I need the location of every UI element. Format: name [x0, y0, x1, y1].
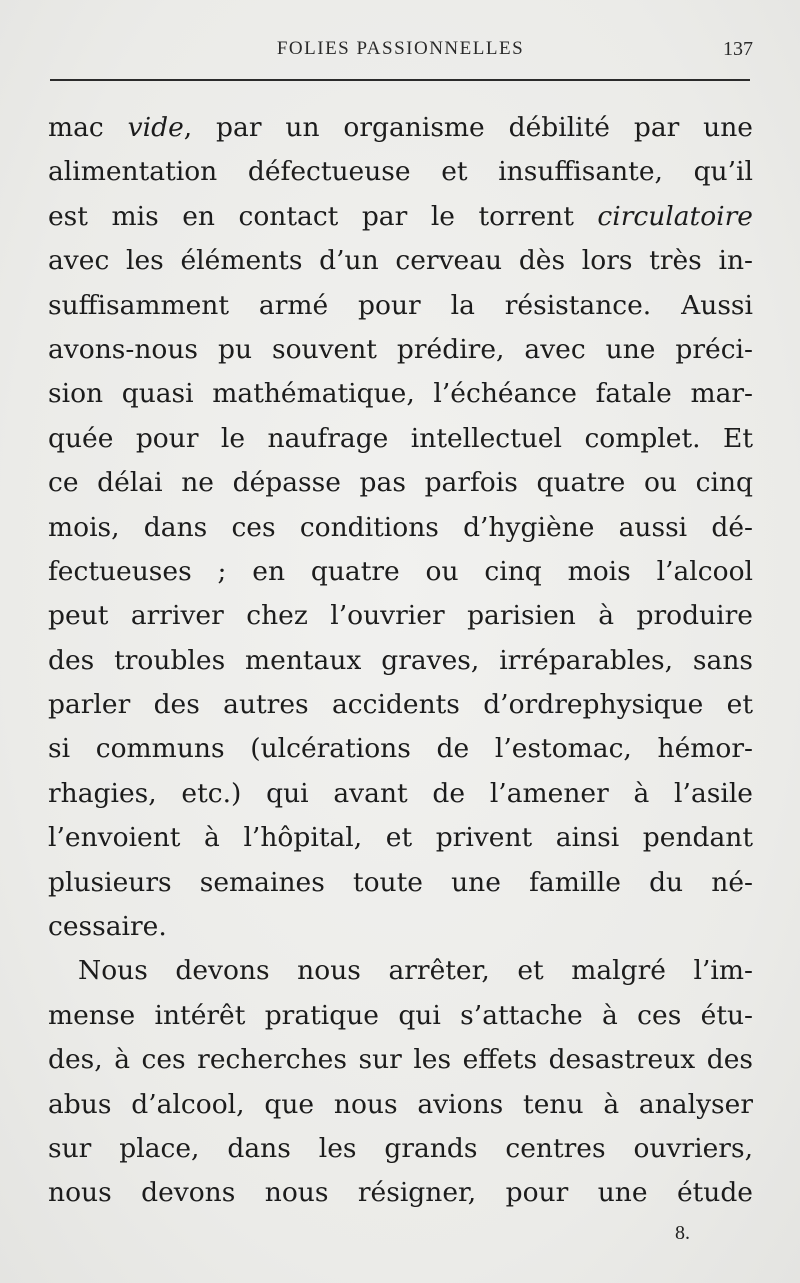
- text-line: [48, 461, 753, 505]
- text-line-content: mense intérêt pratique qui s’attache à ces étu-: [48, 999, 753, 1031]
- text-line-content: fectueuses ; en quatre ou cinq mois l’alcool: [48, 555, 753, 587]
- text-line: [48, 372, 753, 416]
- text-line-content: avons-nous pu souvent prédire, avec une préci-: [48, 333, 753, 365]
- text-line: [48, 1171, 753, 1215]
- page-number: 137: [723, 38, 753, 60]
- text-line-content: plusieurs semaines toute une famille du né-: [48, 866, 753, 898]
- italic-word: circulatoire: [597, 200, 753, 232]
- text-line: [48, 949, 753, 993]
- text-line: [48, 506, 753, 550]
- text-line: [48, 994, 753, 1038]
- text-line-content: cessaire.: [48, 911, 167, 943]
- signature-mark: 8.: [675, 1222, 690, 1244]
- running-head: [48, 38, 753, 68]
- text-line-content: quée pour le naufrage intellectuel complet. Et: [48, 422, 753, 454]
- text-line: [48, 239, 753, 283]
- text-line: [48, 328, 753, 372]
- text-line-content: est mis en contact par le torrent: [48, 200, 598, 232]
- text-line-content: rhagies, etc.) qui avant de l’amener à l’asile: [48, 777, 753, 809]
- text-line-content: nous devons nous résigner, pour une étude: [48, 1177, 753, 1209]
- text-line-content: sur place, dans les grands centres ouvriers,: [48, 1132, 753, 1164]
- running-title: FOLIES PASSIONNELLES: [276, 38, 525, 59]
- text-line: [48, 727, 753, 771]
- text-line: [48, 284, 753, 328]
- text-line: [48, 683, 753, 727]
- text-line-content: mac: [48, 112, 128, 143]
- text-line-content: si communs (ulcérations de l’estomac, hémor-: [48, 733, 753, 765]
- text-line-content: suffisamment armé pour la résistance. Aussi: [48, 289, 753, 321]
- text-line: [48, 905, 753, 949]
- text-line-content: des, à ces recherches sur les effets desastreux des: [48, 1044, 753, 1076]
- text-line-content: sion quasi mathématique, l’échéance fatale mar-: [48, 378, 753, 410]
- text-line-content: Nous devons nous arrêter, et malgré l’im-: [78, 955, 753, 987]
- text-line-content: avec les éléments d’un cerveau dès lors très in-: [48, 245, 753, 277]
- text-line: [48, 1038, 753, 1082]
- text-line-content: l’envoient à l’hôpital, et privent ainsi pendant: [48, 822, 753, 854]
- text-line: [48, 417, 753, 461]
- text-line-content: , par un organisme débilité par une: [183, 112, 753, 143]
- text-line-content: des troubles mentaux graves, irréparables, sans: [48, 644, 753, 676]
- text-line-content: abus d’alcool, que nous avions tenu à analyser: [48, 1088, 753, 1120]
- text-line: [48, 106, 753, 150]
- text-line: [48, 1083, 753, 1127]
- header-rule: [50, 79, 750, 81]
- text-line: [48, 195, 753, 239]
- italic-word: vide: [127, 112, 184, 143]
- text-line-content: alimentation défectueuse et insuffisante, qu’il: [48, 156, 753, 188]
- text-line-content: parler des autres accidents d’ordrephysique et: [48, 689, 753, 721]
- text-line: [48, 150, 753, 194]
- text-line: [48, 550, 753, 594]
- text-line: [48, 639, 753, 683]
- text-line: [48, 861, 753, 905]
- text-line: [48, 1127, 753, 1171]
- text-line-content: peut arriver chez l’ouvrier parisien à produire: [48, 600, 753, 632]
- text-line: [48, 816, 753, 860]
- text-line: [48, 594, 753, 638]
- text-line-content: ce délai ne dépasse pas parfois quatre ou cinq: [48, 467, 753, 499]
- text-line-content: mois, dans ces conditions d’hygiène aussi dé-: [48, 511, 753, 543]
- body-text: [48, 106, 753, 1216]
- text-line: [48, 772, 753, 816]
